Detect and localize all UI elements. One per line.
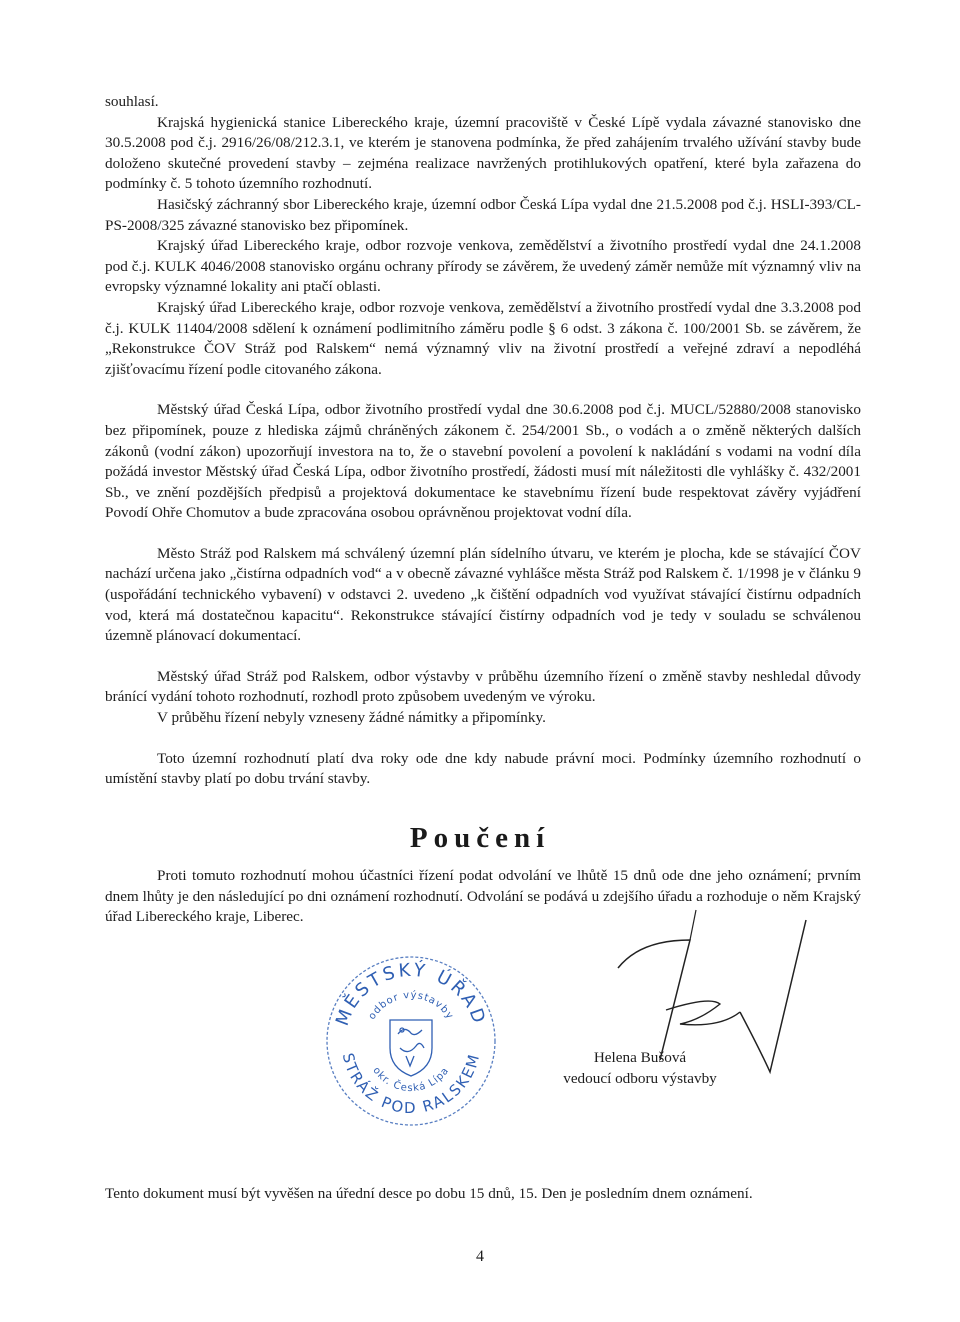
paragraph: V průběhu řízení nebyly vzneseny žádné námitky a připomínky.: [157, 709, 546, 727]
reasoning-section: [105, 92, 861, 790]
signatory-name: Helena Bušová: [593, 1049, 687, 1066]
paragraph: Toto územní rozhodnutí platí dva roky ode dne kdy nabude právní moci. Podmínky územního rozhodnutí o umístění stavby platí po dobu trvání stavby.: [105, 749, 861, 788]
coat-of-arms-icon: [390, 1020, 432, 1076]
paragraph-gap: [105, 729, 861, 749]
pouceni-heading: Poučení: [409, 822, 551, 854]
paragraph-gap: [105, 524, 861, 544]
stamp-top-text: MĚSTSKÝ ÚŘAD: [331, 959, 491, 1029]
signatory-block: [540, 1048, 740, 1089]
paragraph-gap: [105, 380, 861, 400]
paragraph: Městský úřad Stráž pod Ralskem, odbor výstavby v průběhu územního řízení o změně stavby neshledal důvody bránící vydání tohoto rozhodnutí, rozhodl proto způsobem uvedeným ve výroku.: [105, 667, 861, 706]
signatory-role: vedoucí odboru výstavby: [563, 1069, 717, 1087]
official-stamp: [322, 952, 500, 1130]
paragraph: Městský úřad Česká Lípa, odbor životního prostředí vydal dne 30.6.2008 pod č.j. MUCL/52880/2008 stanovisko bez připomínek, pouze z hlediska zájmů chráněných zákonem č. 254/2001 Sb., o vodách a o změně některých dalších zákonů (vodní zákon) upozorňují investora na to, že o stavební povolení a povolení k nakládání s vodami na vodní díla požádá investor Městský úřad Česká Lípa, odbor životního prostředí, žádosti musí mít náležitosti dle vyhlášky č. 432/2001 Sb., ve znění pozdějších předpisů a projektová dokumentace ke stavebnímu řízení bude respektovat závěry vyjádření Povodí Ohře Chomutov a bude zpracována osobou oprávněnou projektovat vodní díla.: [105, 401, 861, 522]
paragraph-gap: [105, 647, 861, 667]
pouceni-text: Proti tomuto rozhodnutí mohou účastníci řízení podat odvolání ve lhůtě 15 dnů ode dne jeho oznámení; prvním dnem lhůty je den následující po dni oznámení rozhodnutí. Odvolání se podává u zdejšího úřadu a rozhoduje o něm Krajský úřad Libereckého kraje, Liberec.: [105, 867, 861, 926]
paragraph: Krajský úřad Libereckého kraje, odbor rozvoje venkova, zemědělství a životního prostředí vydal dne 24.1.2008 pod č.j. KULK 4046/2008 stanovisko orgánu ochrany přírody se závěrem, že uvedený záměr nemůže mít významný vliv na evropsky významné lokality ani ptačí oblasti.: [105, 237, 861, 296]
stamp-inner-bottom: okr. Česká Lípa: [370, 1065, 452, 1095]
paragraph: Město Stráž pod Ralskem má schválený územní plán sídelního útvaru, ve kterém je plocha, kde se stávající ČOV nachází určena jako „čistírna odpadních vod“ a v obecně závazné vyhlášce města Stráž pod Ralskem č. 1/1998 je v článku 9 (uspořádání technického vybavení) v odstavci 2. uvedeno „k čištění odpadních vod využívat stávající čistírnu odpadních vod, která má dostatečnou kapacitu“. Rekonstrukce stávající čistírny odpadních vod je tedy v souladu se schválenou územně plánovací dokumentací.: [105, 544, 861, 645]
stamp-inner-top: odbor výstavby: [366, 989, 456, 1022]
paragraph: Krajský úřad Libereckého kraje, odbor rozvoje venkova, zemědělství a životního prostředí vydal dne 3.3.2008 pod č.j. KULK 11404/2008 sdělení k oznámení podlimitního záměru podle § 6 odst. 3 zákona č. 100/2001 Sb. se závěrem, že „Rekonstrukce ČOV Stráž pod Ralskem“ nemá významný vliv na životní prostředí a veřejné zdraví a nepodléhá zjišťovacímu řízení podle citovaného zákona.: [105, 298, 861, 378]
page-number: 4: [476, 1248, 484, 1265]
paragraph: souhlasí.: [105, 93, 159, 110]
paragraph: Krajská hygienická stanice Libereckého kraje, územní pracoviště v České Lípě vydala závazné stanovisko dne 30.5.2008 pod č.j. 2916/26/08/212.3.1, ve kterém je stanovena podmínka, že před zahájením trvalého užívání stavby bude doloženo skutečné provedení stavby – zejména realizace navržených protihlukových opatření, které byla zařazena do podmínky č. 5 tohoto územního rozhodnutí.: [105, 113, 861, 193]
paragraph: Hasičský záchranný sbor Libereckého kraje, územní odbor Česká Lípa vydal dne 21.5.2008 pod č.j. HSLI-393/CL-PS-2008/325 závazné stanovisko bez připomínek.: [105, 195, 861, 234]
footer-note: Tento dokument musí být vyvěšen na úřední desce po dobu 15 dnů, 15. Den je posledním dnem oznámení.: [105, 1185, 753, 1202]
stamp-bottom-text: STRÁŽ POD RALSKEM: [338, 1050, 484, 1118]
